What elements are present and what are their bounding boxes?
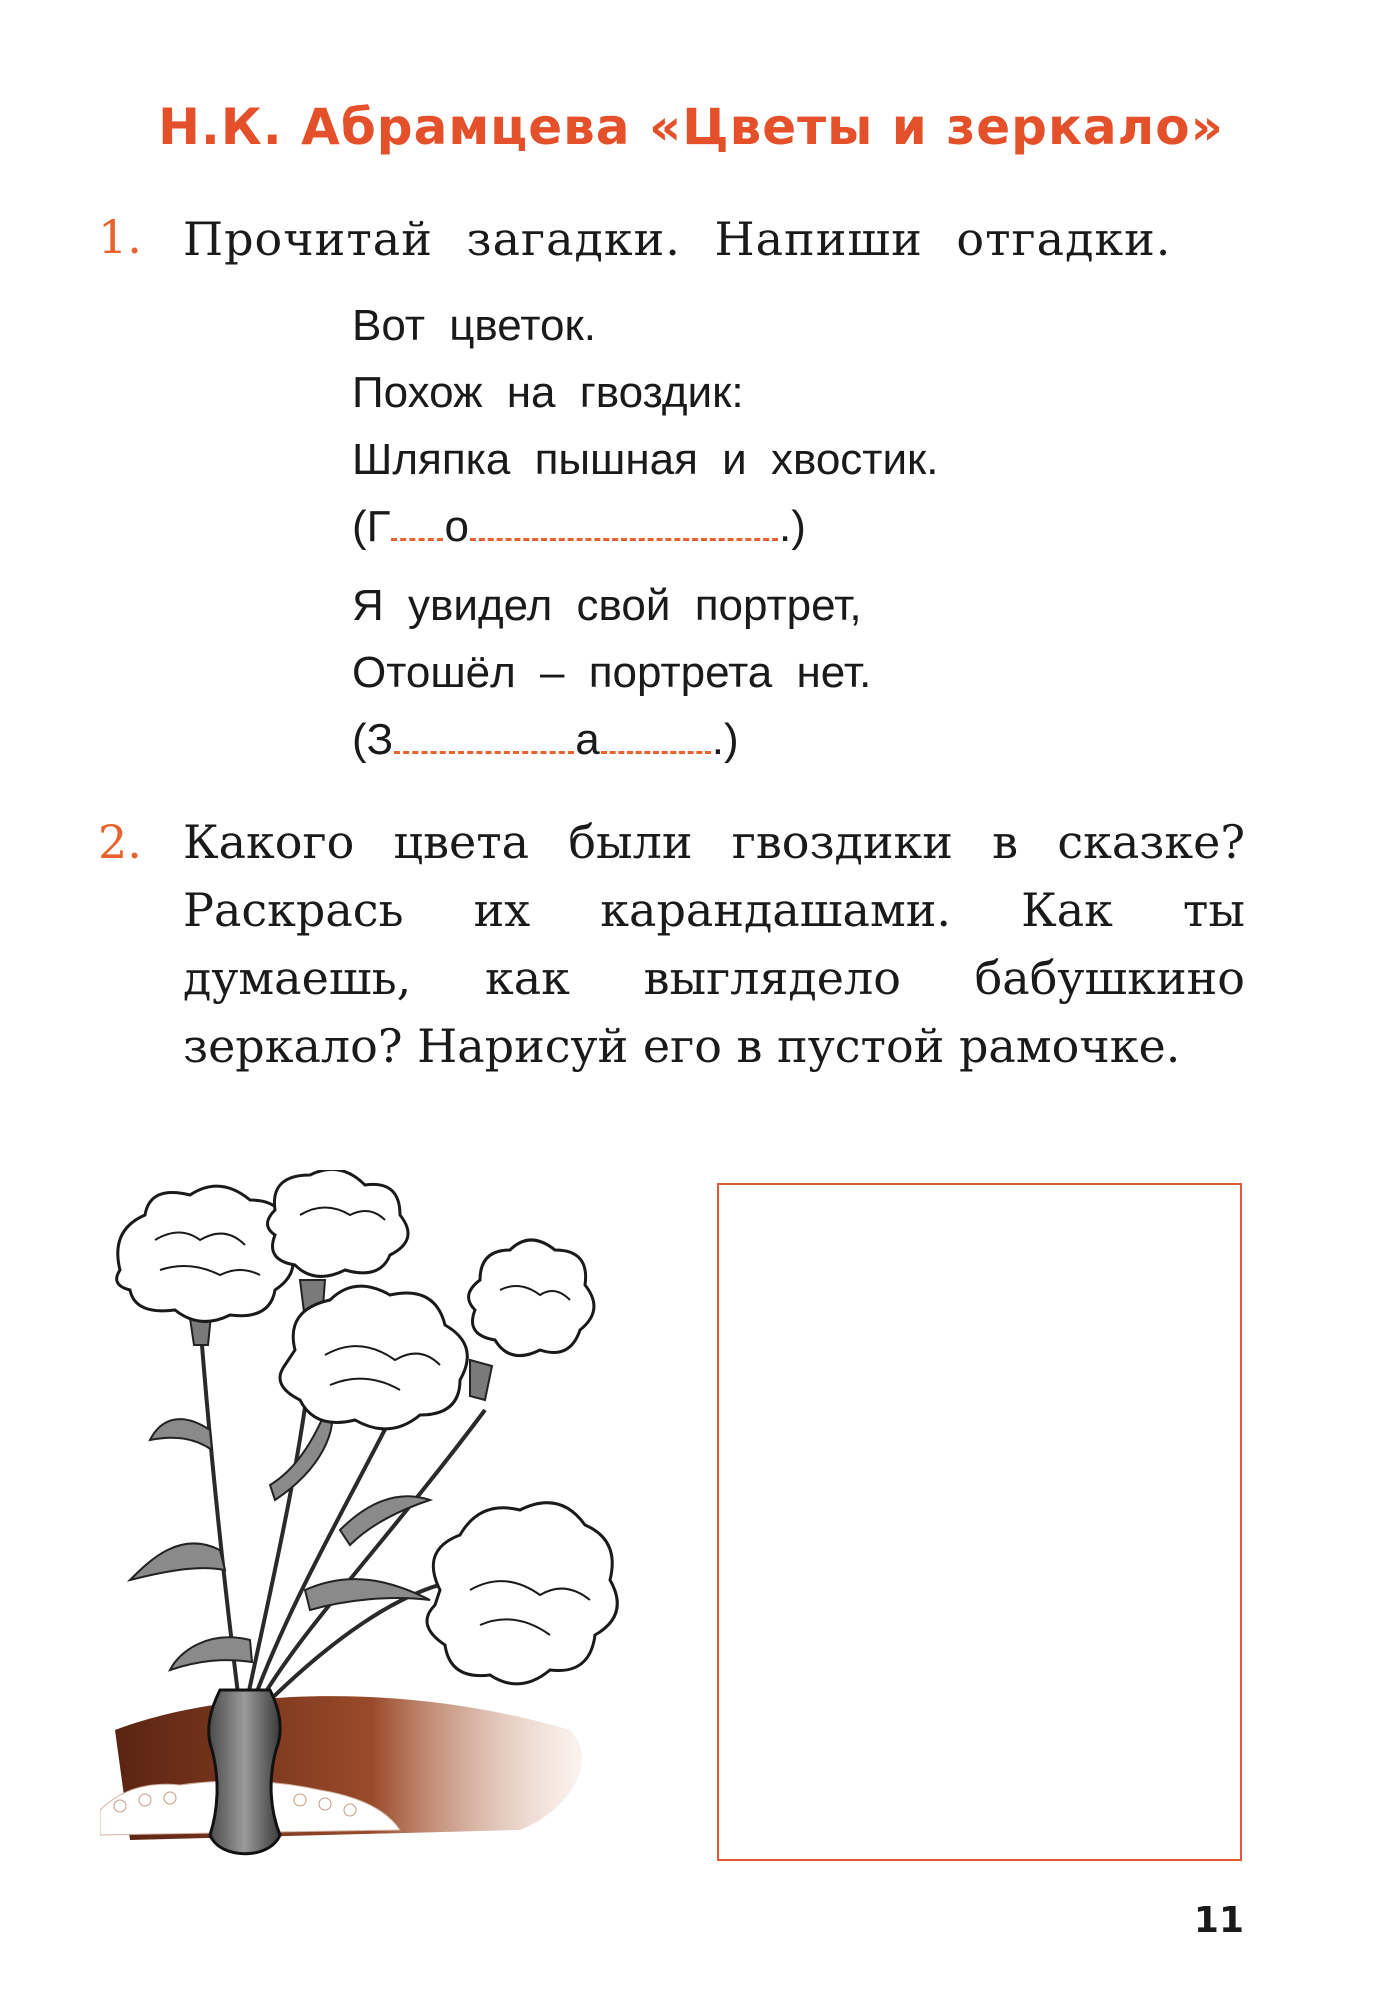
riddle-1 xyxy=(352,292,939,560)
riddle-2-line-1: Я увидел свой портрет, xyxy=(352,581,862,630)
riddle-1-answer xyxy=(352,493,939,560)
task-2-instruction: Какого цвета были гвоздики в сказке? Раскрась их карандашами. Как ты думаешь, как выглядело бабушкино зеркало? Нарисуй его в пустой рамочке. xyxy=(183,815,1245,1073)
answer-blank[interactable] xyxy=(470,536,778,541)
answer-hint-letter: а xyxy=(575,715,600,764)
answer-open: (Г xyxy=(352,502,391,551)
riddle-2-answer xyxy=(352,706,871,773)
riddle-1-line-2: Похож на гвоздик: xyxy=(352,368,744,417)
riddle-1-line-1: Вот цветок. xyxy=(352,301,596,350)
task-1-number: 1. xyxy=(98,210,142,264)
riddle-1-line-3: Шляпка пышная и хвостик. xyxy=(352,435,939,484)
answer-open: (З xyxy=(352,715,394,764)
answer-blank[interactable] xyxy=(391,536,443,541)
task-2-number: 2. xyxy=(98,815,142,869)
answer-hint-letter: о xyxy=(444,502,469,551)
task-1-instruction: Прочитай загадки. Напиши отгадки. xyxy=(183,212,1172,266)
vase xyxy=(209,1690,281,1854)
answer-close: .) xyxy=(711,715,739,764)
mirror-drawing-frame[interactable] xyxy=(717,1183,1242,1861)
answer-close: .) xyxy=(778,502,806,551)
carnations-in-vase-icon xyxy=(100,1170,660,1890)
page-title: Н.К. Абрамцева «Цветы и зеркало» xyxy=(158,98,1224,156)
riddle-2-line-2: Отошёл – портрета нет. xyxy=(352,648,872,697)
answer-blank[interactable] xyxy=(601,749,711,754)
riddle-2 xyxy=(352,572,871,773)
answer-blank[interactable] xyxy=(394,749,574,754)
page-number: 11 xyxy=(1193,1900,1244,1941)
